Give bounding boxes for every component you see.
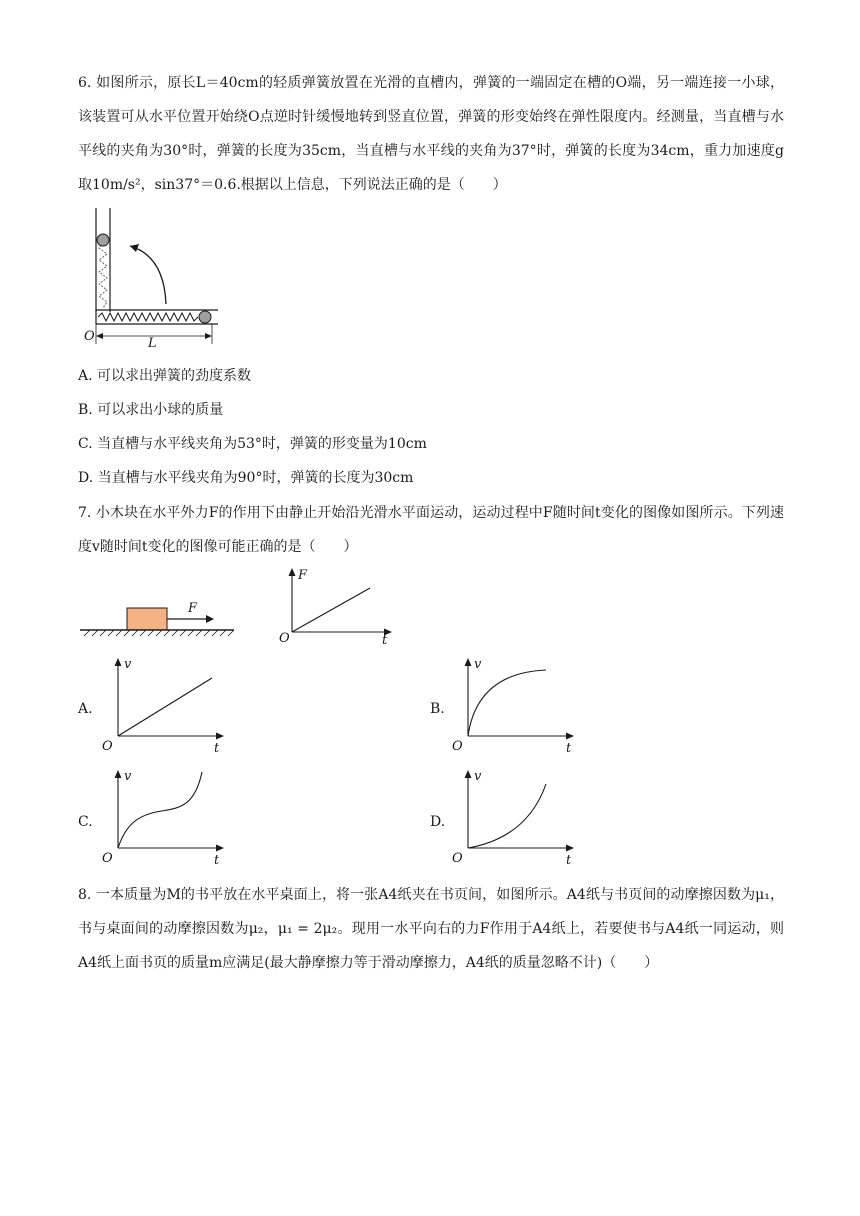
q7-option-c-graph[interactable] bbox=[102, 766, 232, 866]
option-b-x-label: t bbox=[566, 741, 572, 756]
option-a-origin: O bbox=[102, 739, 113, 754]
ft-y-label: F bbox=[298, 568, 308, 583]
question-8-text: 8. 一本质量为M的书平放在水平桌面上，将一张A4纸夹在书页间，如图所示。A4纸与书页间的动摩擦因数为μ₁，书与桌面间的动摩擦因数为μ₂，μ₁ = 2μ₂。现用一水平向右的力F作用于A4纸上，若要使书与A4纸一同运动，则A4纸上面书页的质量m应满足(最大静摩擦力等于滑动摩擦力，A4纸的质量忽略不计)（ ） bbox=[78, 887, 784, 971]
q6-option-b[interactable]: B. 可以求出小球的质量 bbox=[78, 402, 224, 418]
q6-option-c[interactable]: C. 当直槽与水平线夹角为53°时，弹簧的形变量为10cm bbox=[78, 436, 427, 452]
q7-option-c-letter[interactable]: C. bbox=[78, 814, 93, 830]
option-c-x-label: t bbox=[214, 853, 220, 868]
option-b-y-label: v bbox=[474, 657, 482, 672]
option-c-origin: O bbox=[102, 851, 113, 866]
option-b-origin: O bbox=[452, 739, 463, 754]
spring-groove-figure bbox=[84, 208, 226, 351]
q6-option-a[interactable]: A. 可以求出弹簧的劲度系数 bbox=[78, 368, 252, 384]
question-7-text: 7. 小木块在水平外力F的作用下由静止开始沿光滑水平面运动，运动过程中F随时间t变化的图像如图所示。下列速度v随时间t变化的图像可能正确的是（ ） bbox=[78, 505, 784, 555]
q6-option-d[interactable]: D. 当直槽与水平线夹角为90°时，弹簧的长度为30cm bbox=[78, 470, 414, 486]
block-force-figure bbox=[78, 598, 238, 638]
option-a-x-label: t bbox=[214, 741, 220, 756]
f-t-graph bbox=[276, 566, 406, 646]
ft-origin-label: O bbox=[279, 631, 290, 646]
q7-option-d-graph[interactable] bbox=[452, 766, 582, 866]
length-l-label: L bbox=[148, 336, 157, 351]
q7-option-a-letter[interactable]: A. bbox=[78, 701, 93, 717]
option-d-origin: O bbox=[452, 851, 463, 866]
option-d-x-label: t bbox=[566, 853, 572, 868]
ft-x-label: t bbox=[382, 633, 388, 648]
option-d-y-label: v bbox=[474, 769, 482, 784]
force-label: F bbox=[188, 601, 198, 616]
option-c-y-label: v bbox=[124, 769, 132, 784]
question-6-text: 6. 如图所示，原长L＝40cm的轻质弹簧放置在光滑的直槽内，弹簧的一端固定在槽的O端，另一端连接一小球，该装置可从水平位置开始绕O点逆时针缓慢地转到竖直位置，弹簧的形变始终在弹性限度内。经测量，当直槽与水平线的夹角为30°时，弹簧的长度为35cm，当直槽与水平线的夹角为37°时，弹簧的长度为34cm，重力加速度g取10m/s²，sin37°＝0.6.根据以上信息，下列说法正确的是（ ） bbox=[78, 75, 784, 193]
q7-option-a-graph[interactable] bbox=[102, 654, 232, 754]
q7-option-d-letter[interactable]: D. bbox=[430, 814, 446, 830]
point-o-label: O bbox=[84, 329, 95, 344]
q7-option-b-letter[interactable]: B. bbox=[430, 701, 445, 717]
option-a-y-label: v bbox=[124, 657, 132, 672]
q7-option-b-graph[interactable] bbox=[452, 654, 582, 754]
